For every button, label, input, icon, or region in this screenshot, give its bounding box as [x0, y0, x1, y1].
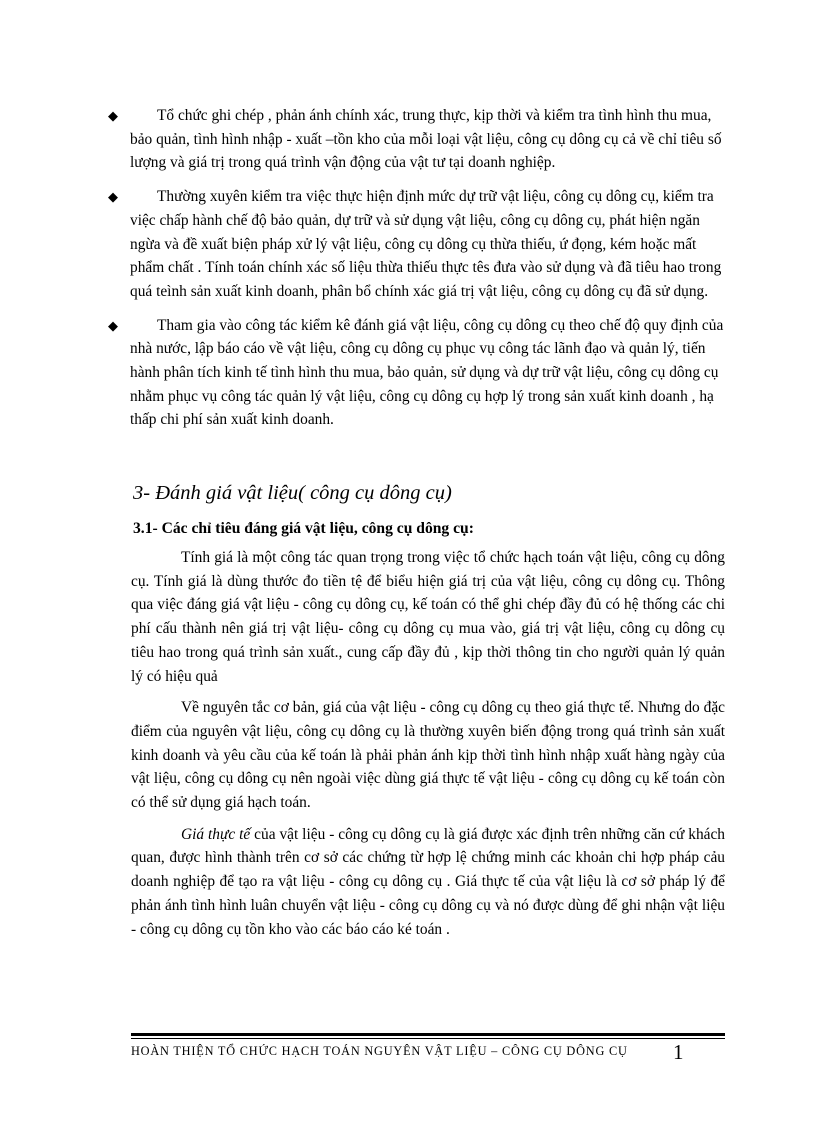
- bullet-text: Tổ chức ghi chép , phản ánh chính xác, trung thực, kịp thời và kiểm tra tình hình thu mua, bảo quản, tình hình nhập - xuất –tồn kho của mỗi loại vật liệu, công cụ dông cụ cả về chỉ tiêu số lượng và giá trị trong quá trình vận động của vật tư tại doanh nghiệp.: [130, 107, 722, 172]
- body-text: [131, 546, 725, 949]
- subsection-heading: 3.1- Các chỉ tiêu đáng giá vật liệu, công cụ dông cụ:: [133, 520, 474, 537]
- paragraph: [131, 823, 725, 942]
- paragraph: Tính giá là một công tác quan trọng trong việc tổ chức hạch toán vật liệu, công cụ dông cụ. Tính giá là dùng thước đo tiền tệ để biểu hiện giá trị của vật liệu, công cụ dông cụ. Thông qua việc đáng giá vật liệu - công cụ dông cụ, kế toán có thể ghi chép đầy đủ có hệ thống các chi phí cấu thành nên giá trị vật liệu- công cụ dông cụ mua vào, giá trị vật liệu, công cụ dông cụ tiêu hao trong quá trình sản xuất., cung cấp đầy đủ , kịp thời thông tin cho người quản lý quản lý có hiệu quả: [131, 549, 725, 685]
- footer-rule-thick: [131, 1033, 725, 1036]
- list-item: [108, 104, 728, 175]
- bullet-text: Tham gia vào công tác kiểm kê đánh giá vật liệu, công cụ dông cụ theo chế độ quy định của nhà nước, lập báo cáo về vật liệu, công cụ dông cụ phục vụ công tác lãnh đạo và quản lý, tiến hành phân tích kinh tế tình hình thu mua, bảo quản, sử dụng và dự trữ vật liệu, công cụ dông cụ nhằm phục vụ công tác quản lý vật liệu, công cụ dông cụ hợp lý trong sản xuất kinh doanh , hạ thấp chi phí sản xuất kinh doanh.: [130, 316, 724, 429]
- list-item: [108, 314, 728, 433]
- paragraph-text: của vật liệu - công cụ dông cụ là giá được xác định trên những căn cứ khách quan, được hình thành trên cơ sở các chứng từ hợp lệ chứng minh các khoản chi hợp pháp cảu doanh nghiệp để tạo ra vật liệu - công cụ dông cụ . Giá thực tế của vật liệu là cơ sở pháp lý để phản ánh tình hình luân chuyển vật liệu - công cụ dông cụ và nó được dùng để ghi nhận vật liệu - công cụ dông cụ tồn kho vào các báo cáo ké toán .: [131, 825, 725, 938]
- diamond-bullet-icon: ◆: [108, 189, 118, 205]
- footer-title: HOÀN THIỆN TỔ CHỨC HẠCH TOÁN NGUYÊN VẬT LIỆU – CÔNG CỤ DÔNG CỤ: [131, 1044, 628, 1058]
- italic-term: Giá thực tế: [181, 825, 251, 843]
- section-heading: 3- Đánh giá vật liệu( công cụ dông cụ): [133, 482, 452, 504]
- list-item: [108, 185, 728, 304]
- diamond-bullet-icon: ◆: [108, 317, 118, 333]
- page-number: 1: [673, 1040, 684, 1064]
- bullet-list: [108, 104, 728, 442]
- paragraph: Về nguyên tắc cơ bản, giá của vật liệu - công cụ dông cụ theo giá thực tế. Nhưng do đặc điểm của nguyên vật liệu, công cụ dông cụ là thường xuyên biến động trong quá trình sản xuất kinh doanh và yêu cầu của kế toán là phải phản ánh kịp thời tình hình nhập xuất hàng ngày của vật liệu, công cụ dông cụ nên ngoài việc dùng giá thực tế vật liệu - công cụ dông cụ kế toán còn có thể sử dụng giá hạch toán.: [131, 699, 725, 812]
- diamond-bullet-icon: ◆: [108, 108, 118, 123]
- bullet-text: Thường xuyên kiểm tra việc thực hiện định mức dự trữ vật liệu, công cụ dông cụ, kiểm tra việc chấp hành chế độ bảo quản, dự trữ và sử dụng vật liệu, công cụ dông cụ, phát hiện ngăn ngừa và đề xuất biện pháp xử lý vật liệu, công cụ dông cụ thừa thiếu, ứ đọng, kém hoặc mất phẩm chất . Tính toán chính xác số liệu thừa thiếu thực tês đưa vào sử dụng và đã tiêu hao trong quá teình sản xuất kinh doanh, phân bổ chính xác giá trị vật liệu, công cụ dông cụ đã sử dụng.: [130, 188, 722, 300]
- footer-rule-thin: [131, 1038, 725, 1039]
